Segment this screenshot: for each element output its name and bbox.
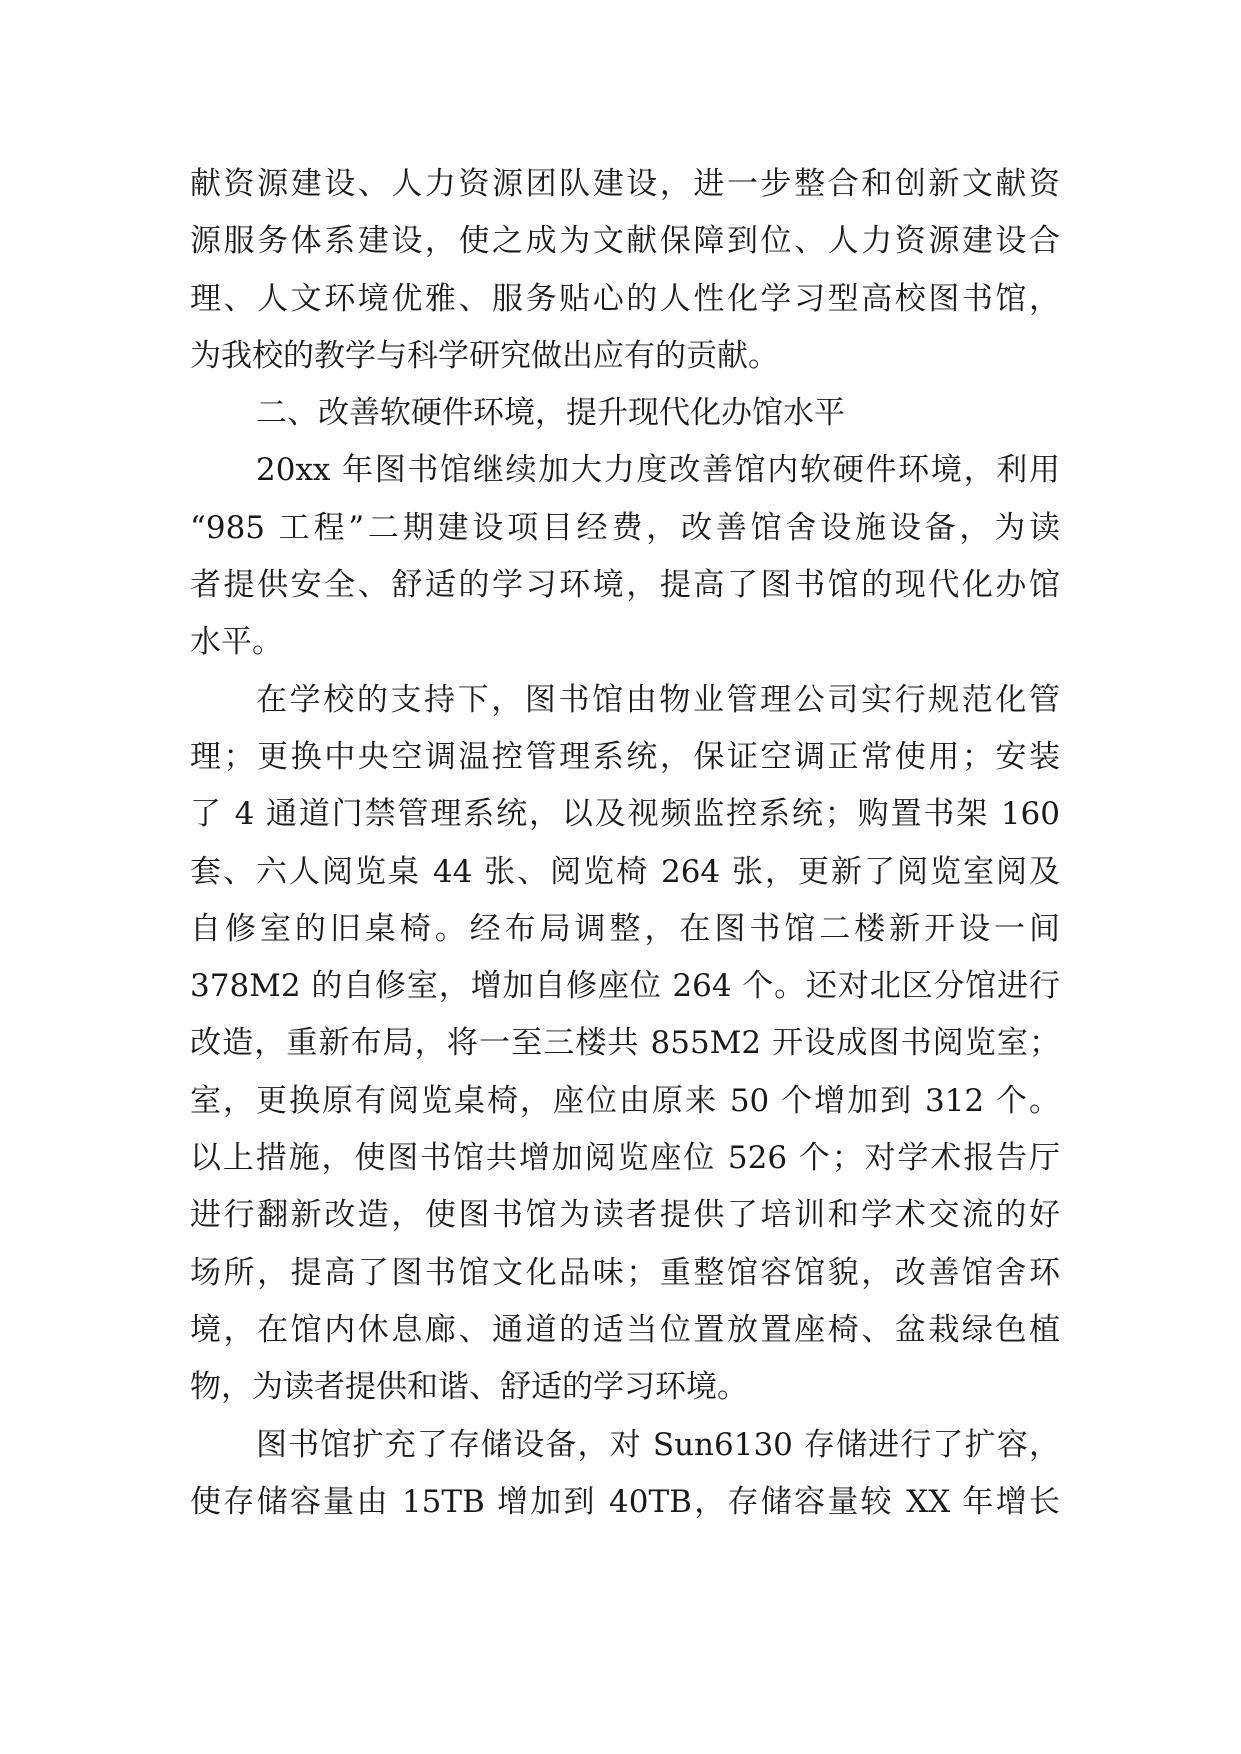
text-line: 境，在馆内休息廊、通道的适当位置放置座椅、盆栽绿色植 [190,1311,1060,1348]
text-line: 在学校的支持下，图书馆由物业管理公司实行规范化管 [256,681,1060,718]
text-line: 改造，重新布局，将一至三楼共 855M2 开设成图书阅览室； [190,1025,1060,1062]
text-line: “985 工程”二期建设项目经费，改善馆舍设施设备，为读 [190,509,1060,546]
text-line: 套、六人阅览桌 44 张、阅览椅 264 张，更新了阅览室阅及 [190,853,1060,890]
document-body [190,156,1060,1531]
text-line: 场所，提高了图书馆文化品味；重整馆容馆貌，改善馆舍环 [190,1254,1060,1291]
text-line: 图书馆扩充了存储设备，对 Sun6130 存储进行了扩容， [256,1426,1060,1463]
text-line: 二、改善软硬件环境，提升现代化办馆水平 [256,395,845,432]
text-line: 自修室的旧桌椅。经布局调整，在图书馆二楼新开设一间 [190,910,1060,947]
text-line: 使存储容量由 15TB 增加到 40TB，存储容量较 XX 年增长 [190,1483,1060,1520]
text-line: 20xx 年图书馆继续加大力度改善馆内软硬件环境，利用 [256,452,1060,489]
text-line: 理；更换中央空调温控管理系统，保证空调正常使用；安装 [190,738,1060,775]
text-line: 物，为读者提供和谐、舒适的学习环境。 [190,1369,748,1406]
text-line: 378M2 的自修室，增加自修座位 264 个。还对北区分馆进行 [190,968,1060,1005]
text-line: 水平。 [190,624,283,661]
text-line: 理、人文环境优雅、服务贴心的人性化学习型高校图书馆， [190,280,1060,317]
text-line: 室，更换原有阅览桌椅，座位由原来 50 个增加到 312 个。 [190,1082,1060,1119]
text-line: 者提供安全、舒适的学习环境，提高了图书馆的现代化办馆 [190,567,1060,604]
text-line: 为我校的教学与科学研究做出应有的贡献。 [190,337,779,374]
text-line: 了 4 通道门禁管理系统，以及视频监控系统；购置书架 160 [190,796,1060,833]
text-line: 源服务体系建设，使之成为文献保障到位、人力资源建设合 [190,223,1060,260]
text-line: 以上措施，使图书馆共增加阅览座位 526 个；对学术报告厅 [190,1140,1060,1177]
text-line: 献资源建设、人力资源团队建设，进一步整合和创新文献资 [190,166,1060,202]
text-line: 进行翻新改造，使图书馆为读者提供了培训和学术交流的好 [190,1197,1060,1234]
